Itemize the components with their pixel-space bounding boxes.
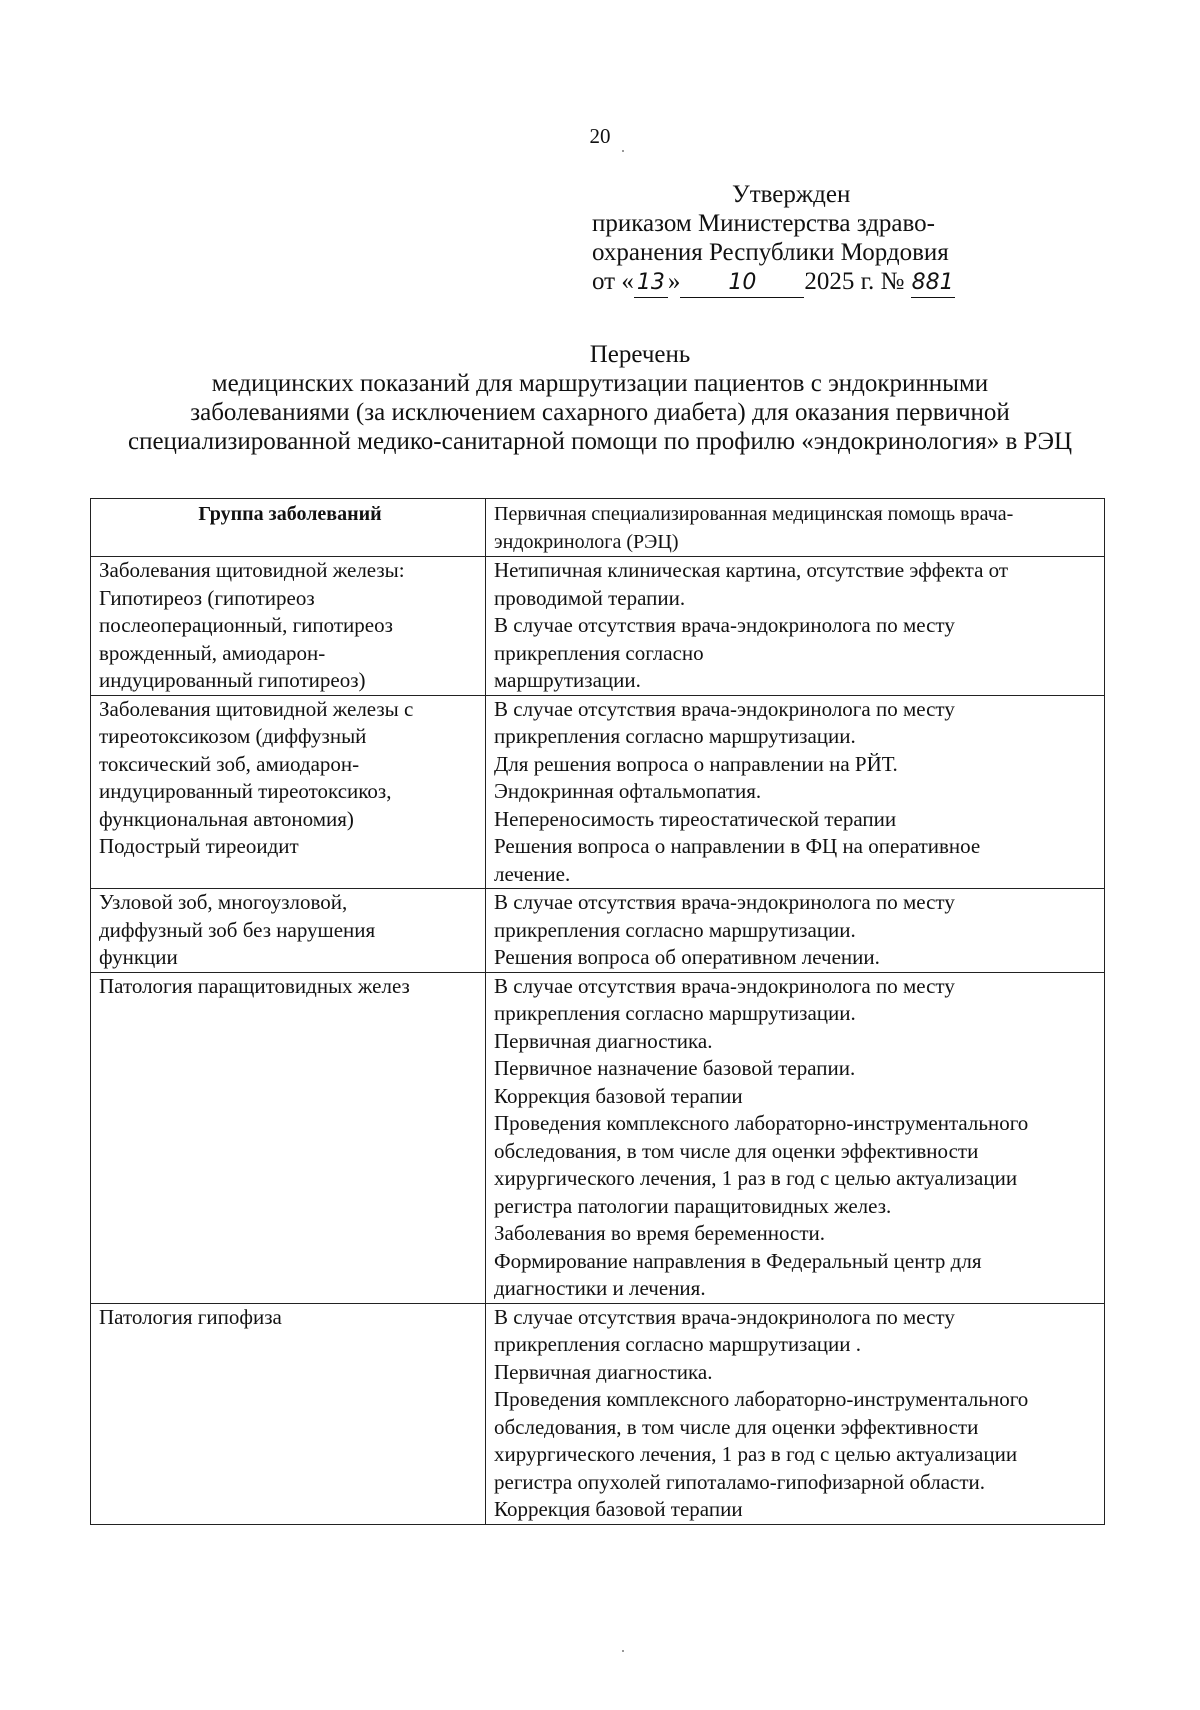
group-cell bbox=[91, 695, 486, 889]
page-number: 20 bbox=[589, 124, 611, 148]
cell-line: маршрутизации. bbox=[494, 668, 641, 692]
table-row bbox=[91, 1303, 1105, 1524]
cell-line: Первичная диагностика. bbox=[494, 1028, 713, 1053]
cell-line: функциональная автономия) bbox=[99, 806, 354, 831]
indications-table bbox=[90, 498, 1105, 1525]
cell-line: Первичное назначение базовой терапии. bbox=[494, 1056, 856, 1080]
care-cell bbox=[486, 695, 1105, 889]
approval-line-order: приказом Министерства здраво- bbox=[592, 210, 935, 237]
cell-line: В случае отсутствия врача-эндокринолога по месту bbox=[494, 1304, 955, 1329]
document-title bbox=[0, 340, 1200, 456]
date-mid: » bbox=[667, 268, 681, 295]
scan-speck bbox=[622, 1650, 624, 1652]
table-row bbox=[91, 972, 1105, 1303]
cell-line: прикрепления согласно bbox=[494, 640, 704, 665]
header-line: Группа заболеваний bbox=[198, 503, 382, 525]
cell-line: Решения вопроса об оперативном лечении. bbox=[494, 945, 880, 969]
care-cell bbox=[486, 889, 1105, 973]
header-line: Первичная специализированная медицинская помощь врача- bbox=[494, 503, 1014, 525]
care-cell bbox=[486, 1303, 1105, 1524]
cell-line: Подострый тиреоидит bbox=[99, 834, 299, 858]
header-line: эндокринолога (РЭЦ) bbox=[494, 530, 679, 553]
cell-line: обследования, в том числе для оценки эффективности bbox=[494, 1138, 979, 1163]
approval-line-ministry: охранения Республики Мордовия bbox=[592, 239, 949, 266]
order-number: 881 bbox=[911, 268, 955, 298]
cell-line: В случае отсутствия врача-эндокринолога по месту bbox=[494, 613, 955, 637]
title-line-2: медицинских показаний для маршрутизации пациентов с эндокринными bbox=[211, 370, 989, 397]
cell-line: В случае отсутствия врача-эндокринолога по месту bbox=[494, 890, 955, 914]
cell-line: Коррекция базовой терапии bbox=[494, 1497, 743, 1521]
cell-line: Заболевания во время беременности. bbox=[494, 1221, 825, 1245]
cell-line: тиреотоксикозом (диффузный bbox=[99, 724, 367, 748]
table-row bbox=[91, 695, 1105, 889]
scan-speck bbox=[622, 150, 624, 152]
group-cell bbox=[91, 1303, 486, 1524]
approval-heading: Утвержден bbox=[732, 181, 851, 208]
date-prefix: от « bbox=[592, 268, 634, 295]
cell-line: врожденный, амиодарон- bbox=[99, 640, 326, 665]
cell-line: Патология паращитовидных желез bbox=[99, 973, 410, 998]
cell-line: Заболевания щитовидной железы: bbox=[99, 558, 405, 582]
table-row bbox=[91, 557, 1105, 696]
cell-line: регистра патологии паращитовидных желез. bbox=[494, 1193, 892, 1218]
cell-line: индуцированный тиреотоксикоз, bbox=[99, 779, 392, 803]
approval-date-line bbox=[592, 267, 955, 298]
cell-line: В случае отсутствия врача-эндокринолога по месту bbox=[494, 973, 955, 998]
cell-line: лечение. bbox=[494, 861, 571, 886]
cell-line: диффузный зоб без нарушения bbox=[99, 917, 376, 942]
cell-line: индуцированный гипотиреоз) bbox=[99, 668, 366, 692]
cell-line: Нетипичная клиническая картина, отсутствие эффекта от bbox=[494, 558, 1009, 582]
title-line-3: заболеваниями (за исключением сахарного диабета) для оказания первичной bbox=[190, 399, 1010, 426]
cell-line: Коррекция базовой терапии bbox=[494, 1083, 743, 1108]
group-cell bbox=[91, 889, 486, 973]
cell-line: токсический зоб, амиодарон- bbox=[99, 751, 360, 776]
date-month: 10 bbox=[680, 268, 804, 298]
cell-line: хирургического лечения, 1 раз в год с целью актуализации bbox=[494, 1166, 1018, 1190]
cell-line: проводимой терапии. bbox=[494, 585, 686, 610]
cell-line: диагностики и лечения. bbox=[494, 1276, 706, 1300]
cell-line: прикрепления согласно маршрутизации . bbox=[494, 1332, 862, 1356]
care-cell bbox=[486, 557, 1105, 696]
title-line-1: Перечень bbox=[589, 341, 691, 368]
cell-line: функции bbox=[99, 945, 178, 969]
cell-line: Гипотиреоз (гипотиреоз bbox=[99, 585, 315, 610]
title-line-4: специализированной медико-санитарной помощи по профилю «эндокринология» в РЭЦ bbox=[127, 428, 1073, 455]
cell-line: Формирование направления в Федеральный центр для bbox=[494, 1248, 982, 1273]
cell-line: Первичная диагностика. bbox=[494, 1359, 713, 1384]
cell-line: послеоперационный, гипотиреоз bbox=[99, 613, 393, 637]
group-cell bbox=[91, 972, 486, 1303]
care-cell bbox=[486, 972, 1105, 1303]
cell-line: регистра опухолей гипоталамо-гипофизарной области. bbox=[494, 1469, 986, 1494]
cell-line: Проведения комплексного лабораторно-инструментального bbox=[494, 1387, 1029, 1411]
cell-line: Для решения вопроса о направлении на РЙТ. bbox=[494, 751, 898, 776]
table-header-row bbox=[91, 499, 1105, 557]
cell-line: обследования, в том числе для оценки эффективности bbox=[494, 1414, 979, 1439]
header-group bbox=[91, 499, 486, 557]
table-row bbox=[91, 889, 1105, 973]
cell-line: прикрепления согласно маршрутизации. bbox=[494, 917, 856, 942]
cell-line: Патология гипофиза bbox=[99, 1304, 282, 1329]
cell-line: В случае отсутствия врача-эндокринолога по месту bbox=[494, 696, 955, 721]
cell-line: Проведения комплексного лабораторно-инструментального bbox=[494, 1111, 1029, 1135]
cell-line: Эндокринная офтальмопатия. bbox=[494, 779, 762, 803]
cell-line: прикрепления согласно маршрутизации. bbox=[494, 724, 856, 748]
cell-line: прикрепления согласно маршрутизации. bbox=[494, 1001, 856, 1025]
cell-line: Узловой зоб, многоузловой, bbox=[99, 890, 348, 914]
date-day: 13 bbox=[634, 268, 668, 298]
approval-block bbox=[592, 180, 955, 298]
cell-line: хирургического лечения, 1 раз в год с целью актуализации bbox=[494, 1442, 1018, 1466]
cell-line: Решения вопроса о направлении в ФЦ на оперативное bbox=[494, 834, 981, 858]
cell-line: Непереносимость тиреостатической терапии bbox=[494, 806, 897, 831]
cell-line: Заболевания щитовидной железы с bbox=[99, 696, 414, 721]
date-year: 2025 г. № bbox=[804, 268, 905, 295]
group-cell bbox=[91, 557, 486, 696]
header-care bbox=[486, 499, 1105, 557]
